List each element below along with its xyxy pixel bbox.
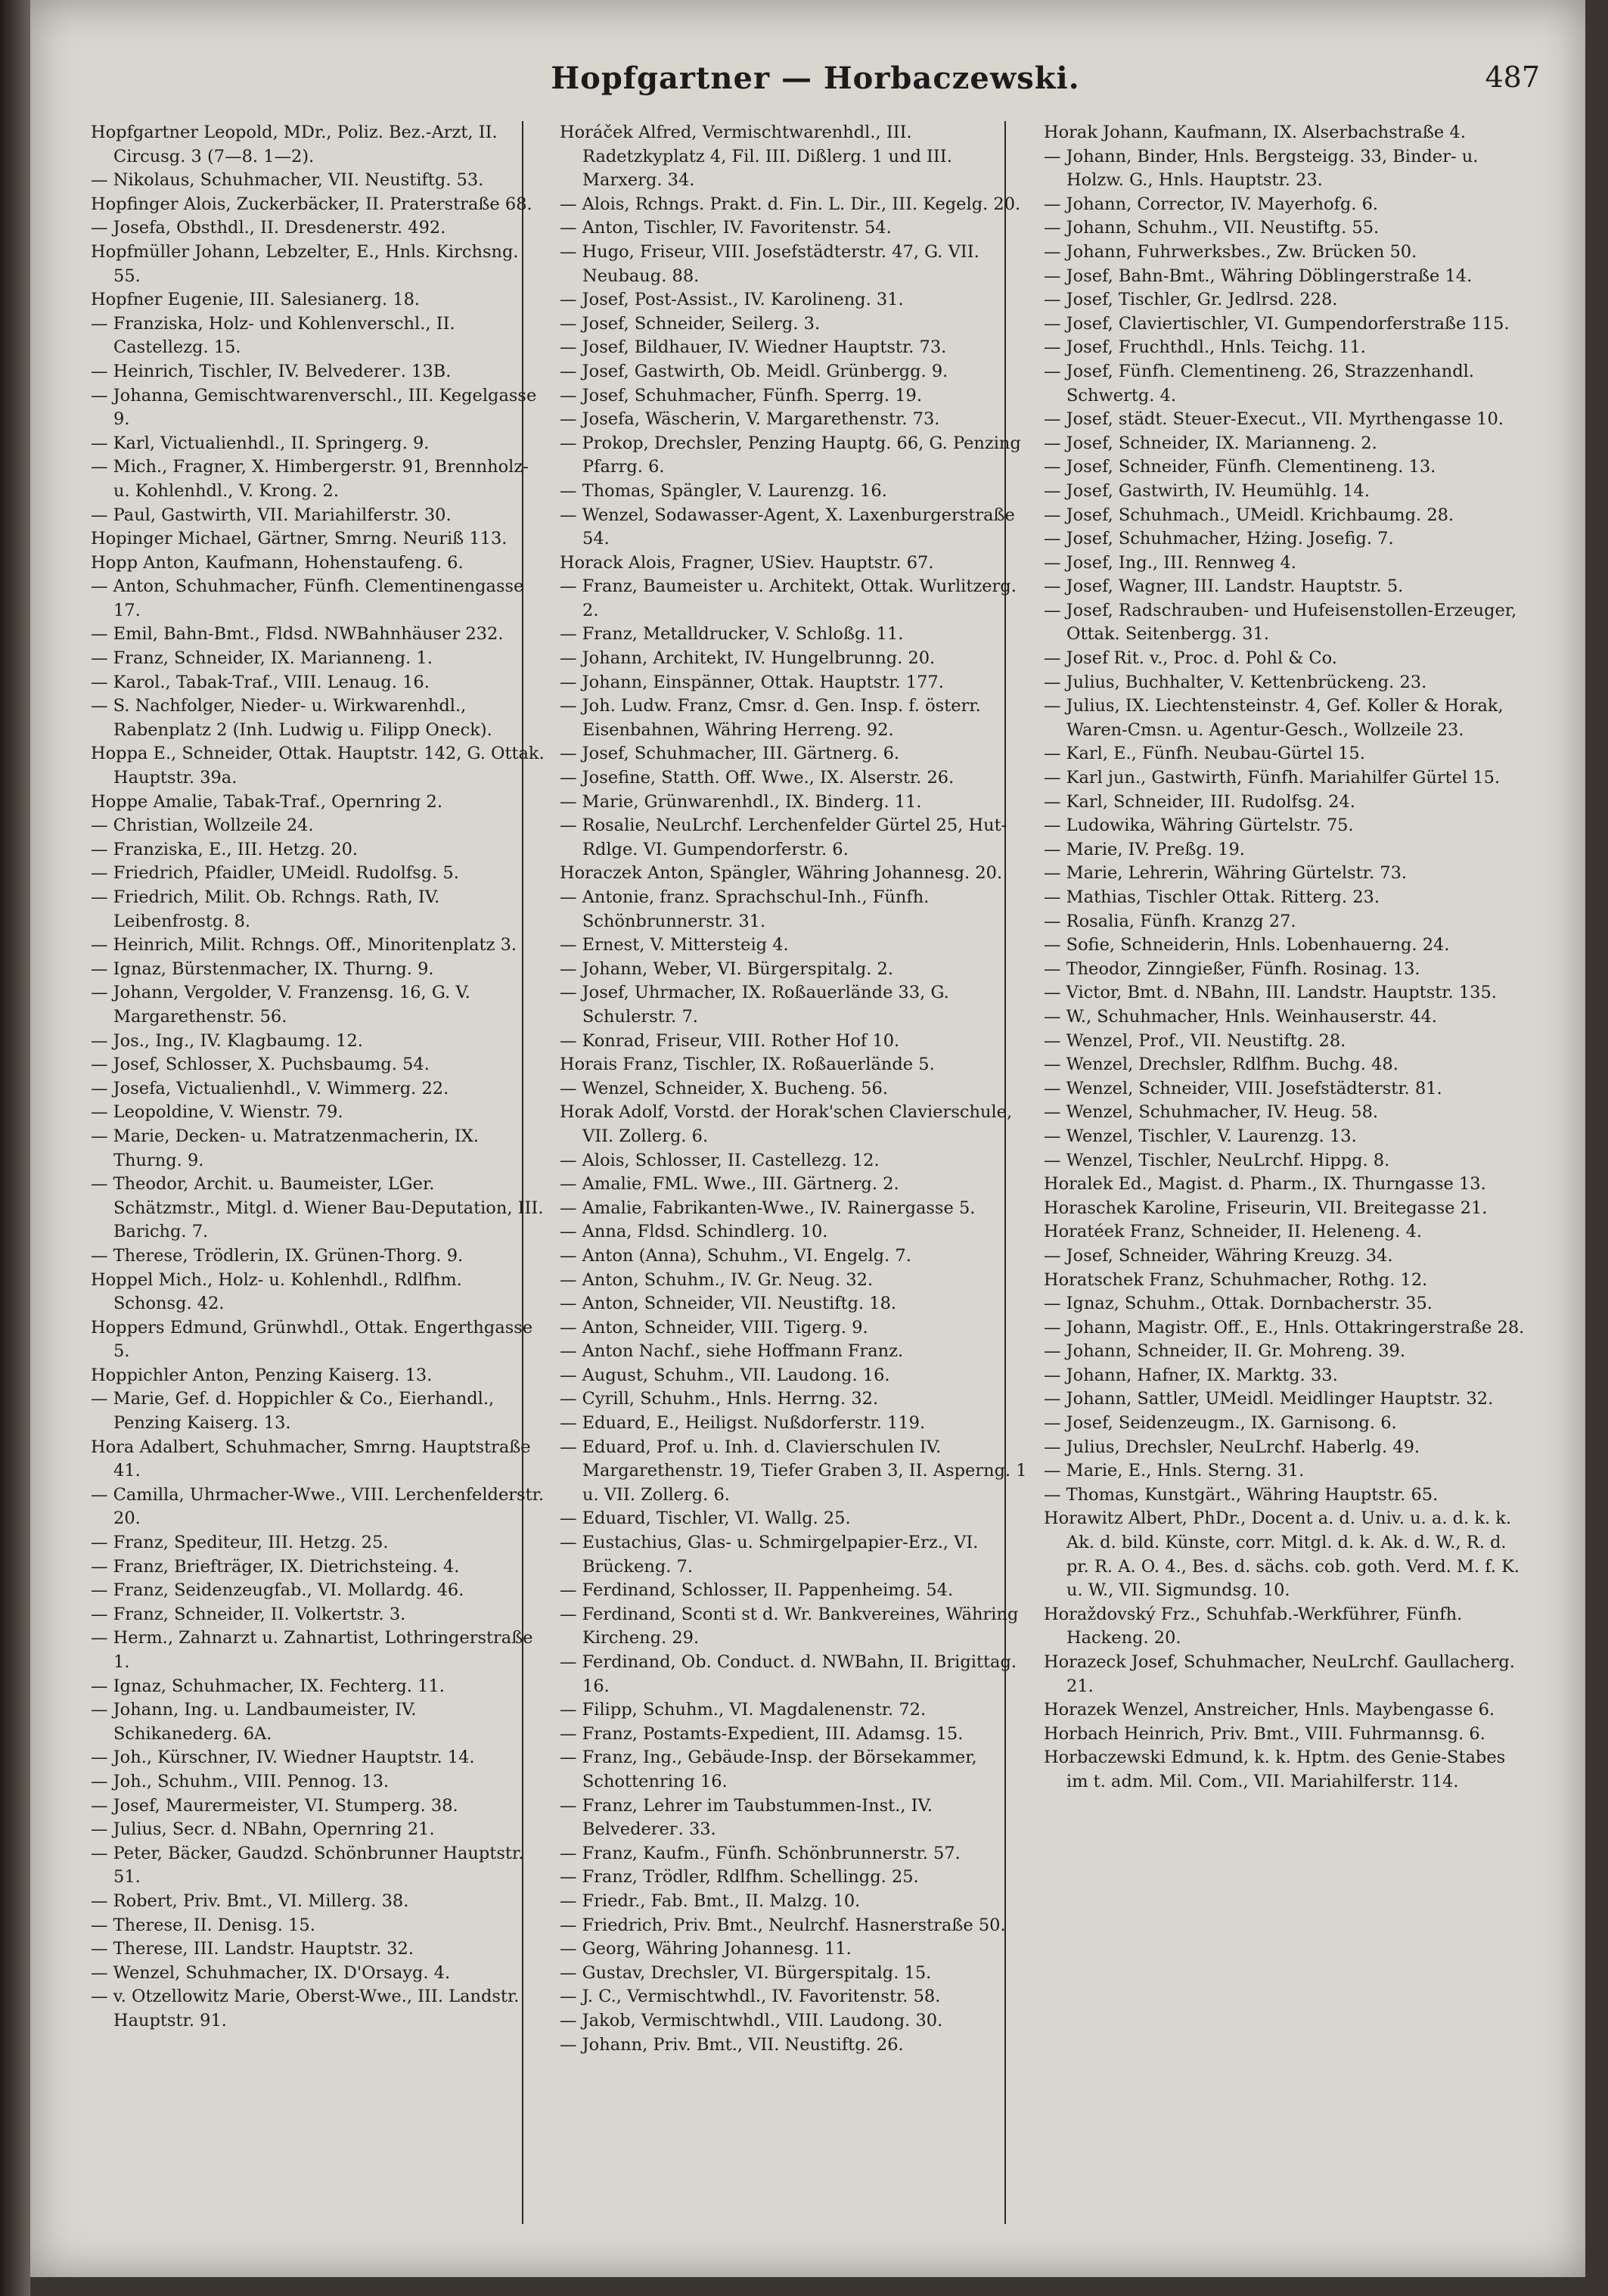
- directory-entry: — Mich., Fragner, X. Himbergerstr. 91, Brennholz- u. Kohlenhdl., V. Krong. 2.: [91, 457, 529, 501]
- directory-entry: — Karl jun., Gastwirth, Fünfh. Mariahilfer Gürtel 15.: [1044, 768, 1501, 788]
- running-title: Hopfgartner — Horbaczewski.: [551, 61, 1080, 96]
- directory-entry: — Johann, Binder, Hnls. Bergsteigg. 33, Binder- u. Holzw. G., Hnls. Hauptstr. 23.: [1044, 146, 1479, 191]
- directory-entry: — Ferdinand, Sconti st d. Wr. Bankvereines, Währing Kircheng. 29.: [560, 1604, 1019, 1648]
- directory-entry: — Josef, Schuhmacher, III. Gärtnerg. 6.: [560, 744, 900, 764]
- directory-entry: — Johann, Fuhrwerksbes., Zw. Brücken 50.: [1044, 241, 1417, 262]
- directory-entry: Horak Adolf, Vorstd. der Horak'schen Clavierschule, VII. Zollerg. 6.: [560, 1102, 1013, 1146]
- directory-entry: — Johann, Ing. u. Landbaumeister, IV. Schikanederg. 6A.: [91, 1700, 417, 1744]
- directory-entry: Hoppel Mich., Holz- u. Kohlenhdl., Rdlfhm. Schonsg. 42.: [91, 1269, 462, 1314]
- directory-entry: — Josef, Schlosser, X. Puchsbaumg. 54.: [91, 1055, 430, 1075]
- directory-entry: — Ignaz, Bürstenmacher, IX. Thurng. 9.: [91, 958, 434, 979]
- directory-entry: — Johann, Einspänner, Ottak. Hauptstr. 177.: [560, 672, 944, 692]
- directory-entry: — Karl, Victualienhdl., II. Springerg. 9.: [91, 433, 430, 453]
- directory-entry: — Josef, Post-Assist., IV. Karolineng. 31.: [560, 290, 904, 310]
- column-3: [1044, 121, 1528, 2239]
- directory-entry: — Therese, III. Landstr. Hauptstr. 32.: [91, 1939, 414, 1959]
- directory-entry: — Josef, Radschrauben- und Hufeisenstollen-Erzeuger, Ottak. Seitenbergg. 31.: [1044, 600, 1517, 645]
- directory-entry: — Franz, Briefträger, IX. Dietrichsteing. 4.: [91, 1556, 460, 1577]
- directory-entry: — Friedrich, Milit. Ob. Rchngs. Rath, IV. Leibenfrostg. 8.: [91, 887, 440, 931]
- directory-entry: — Karl, E., Fünfh. Neubau-Gürtel 15.: [1044, 744, 1365, 764]
- directory-entry: — Franziska, Holz- und Kohlenverschl., II. Castellezg. 15.: [91, 313, 455, 358]
- directory-entry: Horawitz Albert, PhDr., Docent a. d. Univ. u. a. d. k. k. Ak. d. bild. Künste, corr. Mitgl. d. k. Ak. d. W., R. d. pr. R. A. O. 4., Bes. d. sächs. cob. goth. Verd. M. f. K. u. W., VII. Sigmundsg. 10.: [1044, 1508, 1520, 1601]
- directory-entry: — Ernest, V. Mittersteig 4.: [560, 935, 789, 955]
- directory-entry: Horazeck Josef, Schuhmacher, NeuLrchf. Gaullacherg. 21.: [1044, 1652, 1515, 1696]
- directory-entry: — Alois, Rchngs. Prakt. d. Fin. L. Dir., III. Kegelg. 20.: [560, 194, 1021, 214]
- directory-entry: — Josef, Claviertischler, VI. Gumpendorferstraße 115.: [1044, 313, 1510, 334]
- directory-entry: — Peter, Bäcker, Gaudzd. Schönbrunner Hauptstr. 51.: [91, 1843, 524, 1887]
- column-2: [560, 121, 1029, 2239]
- directory-entry: Hopfmüller Johann, Lebzelter, E., Hnls. Kirchsng. 55.: [91, 241, 519, 286]
- directory-entry: Hoppers Edmund, Grünwhdl., Ottak. Engerthgasse 5.: [91, 1317, 533, 1362]
- directory-entry: Horalek Ed., Magist. d. Pharm., IX. Thurngasse 13.: [1044, 1174, 1486, 1195]
- directory-entry: — Anton Nachf., siehe Hoffmann Franz.: [560, 1341, 904, 1362]
- directory-entry: — Ignaz, Schuhm., Ottak. Dornbacherstr. 35.: [1044, 1294, 1433, 1314]
- directory-entry: — Heinrich, Tischler, IV. Belvederег. 13B.: [91, 361, 452, 381]
- directory-entry: — Franz, Ing., Gebäude-Insp. der Börsekammer, Schottenring 16.: [560, 1748, 977, 1791]
- directory-entry: — Joh., Schuhm., VIII. Pennog. 13.: [91, 1771, 390, 1791]
- directory-entry: — Josef, Fünfh. Clementineng. 26, Strazzenhandl. Schwertg. 4.: [1044, 361, 1474, 405]
- directory-entry: — Franz, Baumeister u. Architekt, Ottak. Wurlitzerg. 2.: [560, 576, 1017, 620]
- directory-entry: — Amalie, Fabrikanten-Wwe., IV. Rainergasse 5.: [560, 1198, 976, 1218]
- directory-entry: — Franz, Schneider, II. Volkertstr. 3.: [91, 1604, 406, 1624]
- directory-entry: — Heinrich, Milit. Rchngs. Off., Minoritenplatz 3.: [91, 935, 517, 955]
- directory-entry: — Theodor, Archit. u. Baumeister, LGer. Schätzmstr., Mitgl. d. Wiener Bau-Deputation, III. Barichg. 7.: [91, 1174, 544, 1242]
- directory-entry: — Franz, Postamts-Expedient, III. Adamsg. 15.: [560, 1723, 964, 1744]
- directory-entry: Horatéek Franz, Schneider, II. Heleneng. 4.: [1044, 1222, 1423, 1242]
- directory-entry: — Josef, Schneider, Seilerg. 3.: [560, 313, 821, 334]
- directory-entry: Horak Johann, Kaufmann, IX. Alserbachstraße 4.: [1044, 123, 1466, 142]
- directory-entry: — Franz, Lehrer im Taubstummen-Inst., IV. Belvederег. 33.: [560, 1795, 933, 1840]
- directory-entry: — Marie, Decken- u. Matratzenmacherin, IX. Thurng. 9.: [91, 1126, 479, 1170]
- directory-entry: — Theodor, Zinngießer, Fünfh. Rosinag. 13.: [1044, 958, 1420, 979]
- directory-entry: — Franziska, E., III. Hetzg. 20.: [91, 839, 359, 859]
- directory-entry: Horatschek Franz, Schuhmacher, Rothg. 12.: [1044, 1269, 1428, 1290]
- directory-entry: — Cyrill, Schuhm., Hnls. Herrng. 32.: [560, 1389, 879, 1409]
- directory-entry: — Konrad, Friseur, VIII. Rother Hof 10.: [560, 1030, 900, 1051]
- directory-entry: — Johann, Corrector, IV. Mayerhofg. 6.: [1044, 194, 1379, 214]
- directory-entry: — Anton (Anna), Schuhm., VI. Engelg. 7.: [560, 1245, 911, 1266]
- book-spine: [0, 0, 30, 2296]
- directory-entry: — Prokop, Drechsler, Penzing Hauptg. 66, G. Penzing Pfarrg. 6.: [560, 433, 1021, 477]
- directory-entry: — Amalie, FML. Wwe., III. Gärtnerg. 2.: [560, 1174, 899, 1195]
- directory-entry: — Josef Rit. v., Proc. d. Pohl & Co.: [1044, 648, 1337, 669]
- directory-entry: — Georg, Währing Johannesg. 11.: [560, 1939, 852, 1959]
- directory-entry: — Franz, Spediteur, III. Hetzg. 25.: [91, 1533, 389, 1553]
- directory-entry: — Josef, Schneider, Währing Kreuzg. 34.: [1044, 1245, 1393, 1266]
- directory-entry: — Jos., Ing., IV. Klagbaumg. 12.: [91, 1030, 363, 1051]
- directory-entry: — Josefa, Victualienhdl., V. Wimmerg. 22.: [91, 1078, 449, 1098]
- directory-entry: — Rosalie, NeuLrchf. Lerchenfelder Gürtel 25, Hut-Rdlge. VI. Gumpendorferstr. 6.: [560, 816, 1007, 859]
- directory-entry: — Josefa, Obsthdl., II. Dresdenerstr. 492.: [91, 218, 446, 238]
- directory-entry: — Josef, Uhrmacher, IX. Roßauerlände 33, G. Schulerstr. 7.: [560, 983, 949, 1027]
- directory-entry: Horaždovský Frz., Schuhfab.-Werkführer, Fünfh. Hackeng. 20.: [1044, 1604, 1463, 1648]
- directory-entry: — Josef, Schneider, Fünfh. Clementineng. 13.: [1044, 457, 1436, 477]
- directory-entry: — Camilla, Uhrmacher-Wwe., VIII. Lerchenfelderstr. 20.: [91, 1484, 545, 1529]
- directory-entry: — Marie, IV. Preßg. 19.: [1044, 839, 1245, 859]
- directory-entry: — Antonie, franz. Sprachschul-Inh., Fünfh. Schönbrunnerstr. 31.: [560, 887, 930, 931]
- directory-entry: — Marie, Gef. d. Hoppichler & Co., Eierhandl., Penzing Kaiserg. 13.: [91, 1389, 495, 1434]
- directory-entry: — Nikolaus, Schuhmacher, VII. Neustiftg. 53.: [91, 170, 484, 191]
- directory-entry: — Josefa, Wäscherin, V. Margarethenstr. 73.: [560, 409, 940, 430]
- directory-entry: — Josef, Wagner, III. Landstr. Hauptstr. 5.: [1044, 576, 1404, 597]
- directory-entry: — Wenzel, Schuhmacher, IX. D'Orsayg. 4.: [91, 1962, 451, 1983]
- directory-entry: Horaczek Anton, Spängler, Währing Johannesg. 20.: [560, 863, 1003, 884]
- directory-entry: — Johann, Vergolder, V. Franzensg. 16, G. V. Margarethenstr. 56.: [91, 983, 470, 1027]
- directory-entry: — Thomas, Spängler, V. Laurenzg. 16.: [560, 480, 887, 501]
- directory-entry: — Victor, Bmt. d. NBahn, III. Landstr. Hauptstr. 135.: [1044, 983, 1497, 1003]
- directory-entry: — Josef, Seidenzeugm., IX. Garnisong. 6.: [1044, 1413, 1397, 1434]
- directory-entry: — Anna, Fldsd. Schindlerg. 10.: [560, 1222, 828, 1242]
- directory-entry: — Wenzel, Schuhmacher, IV. Heug. 58.: [1044, 1102, 1379, 1123]
- directory-entry: — Wenzel, Prof., VII. Neustiftg. 28.: [1044, 1030, 1346, 1051]
- directory-entry: — Anton, Tischler, IV. Favoritenstr. 54.: [560, 218, 892, 238]
- directory-entry: — Julius, IX. Liechtensteinstr. 4, Gef. Koller & Horak, Waren-Cmsn. u. Agentur-Gesch., Wollzeile 23.: [1044, 696, 1504, 740]
- directory-entry: — Eduard, Prof. u. Inh. d. Clavierschulen IV. Margarethenstr. 19, Tiefer Graben 3, II. Asperng. 1 u. VII. Zollerg. 6.: [560, 1437, 1027, 1505]
- directory-entry: Horaschek Karoline, Friseurin, VII. Breitegasse 21.: [1044, 1198, 1488, 1218]
- directory-entry: — Franz, Metalldrucker, V. Schloßg. 11.: [560, 624, 904, 645]
- directory-entry: — Josef, Maurermeister, VI. Stumperg. 38.: [91, 1795, 458, 1816]
- directory-entry: — Franz, Schneider, IX. Marianneng. 1.: [91, 648, 433, 669]
- directory-entry: — Johanna, Gemischtwarenverschl., III. Kegelgasse 9.: [91, 385, 537, 430]
- directory-entry: — Wenzel, Tischler, V. Laurenzg. 13.: [1044, 1126, 1357, 1146]
- directory-entry: Hora Adalbert, Schuhmacher, Smrng. Hauptstraße 41.: [91, 1437, 531, 1481]
- directory-entry: — Rosalia, Fünfh. Kranzg 27.: [1044, 911, 1296, 931]
- directory-entry: — Josef, Ing., III. Rennweg 4.: [1044, 552, 1296, 573]
- directory-entry: — v. Otzellowitz Marie, Oberst-Wwe., III. Landstr. Hauptstr. 91.: [91, 1987, 520, 2030]
- directory-entry: Horais Franz, Tischler, IX. Roßauerlände 5.: [560, 1055, 935, 1075]
- directory-entry: — Josef, Gastwirth, IV. Heumühlg. 14.: [1044, 480, 1370, 501]
- directory-entry: — Hugo, Friseur, VIII. Josefstädterstr. 47, G. VII. Neubaug. 88.: [560, 241, 979, 286]
- directory-entry: Hopp Anton, Kaufmann, Hohenstaufeng. 6.: [91, 552, 464, 573]
- directory-entry: — W., Schuhmacher, Hnls. Weinhauserstr. 44.: [1044, 1006, 1437, 1027]
- directory-entry: — Christian, Wollzeile 24.: [91, 816, 314, 836]
- directory-entry: — Anton, Schneider, VIII. Tigerg. 9.: [560, 1317, 868, 1338]
- directory-entry: — Joh., Kürschner, IV. Wiedner Hauptstr. 14.: [91, 1748, 475, 1768]
- directory-entry: — Josef, Bahn-Bmt., Währing Döblingerstraße 14.: [1044, 266, 1473, 286]
- directory-entry: — Ignaz, Schuhmacher, IX. Fechterg. 11.: [91, 1676, 445, 1696]
- directory-entry: — Leopoldine, V. Wienstr. 79.: [91, 1102, 343, 1123]
- directory-entry: — Josef, Schuhmacher, Fünfh. Sperrg. 19.: [560, 385, 922, 405]
- directory-entry: — Franz, Seidenzeugfab., VI. Mollardg. 46.: [91, 1580, 464, 1601]
- directory-entry: — Sofie, Schneiderin, Hnls. Lobenhauerng. 24.: [1044, 935, 1450, 955]
- directory-entry: — Joh. Ludw. Franz, Cmsr. d. Gen. Insp. f. österr. Eisenbahnen, Währing Herreng. 92.: [560, 696, 981, 740]
- directory-entry: — Eduard, Tischler, VI. Wallg. 25.: [560, 1508, 851, 1529]
- directory-entry: Horáček Alfred, Vermischtwarenhdl., III. Radetzkyplatz 4, Fil. III. Dißlerg. 1 und III. Marxerg. 34.: [560, 123, 952, 191]
- directory-entry: Hoppe Amalie, Tabak-Traf., Opernring 2.: [91, 791, 443, 812]
- directory-entry: Horbach Heinrich, Priv. Bmt., VIII. Fuhrmannsg. 6.: [1044, 1723, 1485, 1744]
- directory-entry: — Josefine, Statth. Off. Wwe., IX. Alserstr. 26.: [560, 768, 955, 788]
- directory-entry: Horazek Wenzel, Anstreicher, Hnls. Maybengasse 6.: [1044, 1700, 1495, 1720]
- directory-entry: — Johann, Schneider, II. Gr. Mohreng. 39.: [1044, 1341, 1405, 1362]
- directory-entry: Horack Alois, Fragner, USiev. Hauptstr. 67.: [560, 552, 934, 573]
- directory-entry: Horbaczewski Edmund, k. k. Hptm. des Genie-Stabes im t. adm. Mil. Com., VII. Mariahilferstr. 114.: [1044, 1748, 1506, 1791]
- directory-entry: Hoppa E., Schneider, Ottak. Hauptstr. 142, G. Ottak. Hauptstr. 39a.: [91, 744, 545, 788]
- directory-entry: Hopfinger Alois, Zuckerbäcker, II. Praterstraße 68.: [91, 194, 532, 214]
- directory-entry: — Gustav, Drechsler, VI. Bürgerspitalg. 15.: [560, 1962, 932, 1983]
- directory-entry: — Josef, Tischler, Gr. Jedlrsd. 228.: [1044, 290, 1338, 310]
- directory-entry: — Johann, Weber, VI. Bürgerspitalg. 2.: [560, 958, 893, 979]
- directory-entry: — Friedr., Fab. Bmt., II. Malzg. 10.: [560, 1891, 861, 1911]
- directory-entry: — Josef, städt. Steuer-Execut., VII. Myrthengasse 10.: [1044, 409, 1504, 430]
- directory-entry: Hopinger Michael, Gärtner, Smrng. Neuriß 113.: [91, 529, 508, 549]
- directory-entry: — Marie, Grünwarenhdl., IX. Binderg. 11.: [560, 791, 922, 812]
- column-1: [91, 121, 545, 2239]
- directory-entry: — Josef, Schuhmach., UMeidl. Krichbaumg. 28.: [1044, 505, 1454, 525]
- directory-entry: — Franz, Trödler, Rdlfhm. Schellingg. 25.: [560, 1867, 919, 1887]
- directory-entry: Hopfner Eugenie, III. Salesianerg. 18.: [91, 290, 421, 310]
- directory-entry: — Johann, Priv. Bmt., VII. Neustiftg. 26.: [560, 2034, 904, 2055]
- directory-entry: — Franz, Kaufm., Fünfh. Schönbrunnerstr. 57.: [560, 1843, 961, 1863]
- directory-entry: — Johann, Magistr. Off., E., Hnls. Ottakringerstraße 28.: [1044, 1317, 1525, 1338]
- directory-entry: — Johann, Sattler, UMeidl. Meidlinger Hauptstr. 32.: [1044, 1389, 1494, 1409]
- directory-entry: — Paul, Gastwirth, VII. Mariahilferstr. 30.: [91, 505, 452, 525]
- directory-entry: — Josef, Schuhmacher, Hżing. Josefig. 7.: [1044, 529, 1394, 549]
- directory-entry: — Ferdinand, Schlosser, II. Pappenheimg. 54.: [560, 1580, 954, 1601]
- directory-entry: Hoppichler Anton, Penzing Kaiserg. 13.: [91, 1365, 433, 1385]
- directory-entry: Hopfgartner Leopold, MDr., Poliz. Bez.-Arzt, II. Circusg. 3 (7—8. 1—2).: [91, 123, 498, 166]
- page-number: 487: [1485, 61, 1540, 94]
- directory-entry: — Therese, Trödlerin, IX. Grünen-Thorg. 9.: [91, 1245, 464, 1266]
- directory-entry: — Marie, Lehrerin, Währing Gürtelstr. 73.: [1044, 863, 1408, 884]
- directory-entry: — Wenzel, Schneider, X. Bucheng. 56.: [560, 1078, 888, 1098]
- directory-entry: — Friedrich, Pfaidler, UMeidl. Rudolfsg. 5.: [91, 863, 459, 884]
- directory-entry: — Julius, Buchhalter, V. Kettenbrückeng. 23.: [1044, 672, 1427, 692]
- directory-entry: — Johann, Hafner, IX. Marktg. 33.: [1044, 1365, 1338, 1385]
- directory-entry: — Wenzel, Sodawasser-Agent, X. Laxenburgerstraße 54.: [560, 505, 1015, 549]
- directory-entry: — Anton, Schuhm., IV. Gr. Neug. 32.: [560, 1269, 874, 1290]
- directory-entry: — August, Schuhm., VII. Laudong. 16.: [560, 1365, 890, 1385]
- directory-entry: — Alois, Schlosser, II. Castellezg. 12.: [560, 1150, 880, 1170]
- directory-entry: — Emil, Bahn-Bmt., Fldsd. NWBahnhäuser 232.: [91, 624, 504, 645]
- directory-entry: — Thomas, Kunstgärt., Währing Hauptstr. 65.: [1044, 1484, 1439, 1505]
- directory-entry: — Karl, Schneider, III. Rudolfsg. 24.: [1044, 791, 1355, 812]
- directory-entry: — S. Nachfolger, Nieder- u. Wirkwarenhdl., Rabenplatz 2 (Inh. Ludwig u. Filipp Oneck).: [91, 696, 492, 740]
- directory-entry: — Wenzel, Schneider, VIII. Josefstädterstr. 81.: [1044, 1078, 1442, 1098]
- directory-entry: — Robert, Priv. Bmt., VI. Millerg. 38.: [91, 1891, 409, 1911]
- directory-entry: — Ferdinand, Ob. Conduct. d. NWBahn, II. Brigittag. 16.: [560, 1652, 1017, 1696]
- directory-entry: — Friedrich, Priv. Bmt., Neulrchf. Hasnerstraße 50.: [560, 1915, 1006, 1935]
- directory-entry: — J. C., Vermischtwhdl., IV. Favoritenstr. 58.: [560, 1987, 941, 2007]
- directory-entry: — Jakob, Vermischtwhdl., VIII. Laudong. 30.: [560, 2010, 943, 2030]
- page-header: [91, 61, 1540, 113]
- directory-entry: — Herm., Zahnarzt u. Zahnartist, Lothringerstraße 1.: [91, 1628, 533, 1672]
- directory-entry: — Ludowika, Währing Gürtelstr. 75.: [1044, 816, 1354, 836]
- directory-entry: — Julius, Drechsler, NeuLrchf. Haberlg. 49.: [1044, 1437, 1420, 1457]
- directory-entry: — Julius, Secr. d. NBahn, Opernring 21.: [91, 1819, 435, 1840]
- directory-entry: — Eduard, E., Heiligst. Nußdorferstr. 119.: [560, 1413, 926, 1434]
- directory-entry: — Johann, Schuhm., VII. Neustiftg. 55.: [1044, 218, 1380, 238]
- directory-entry: — Josef, Gastwirth, Ob. Meidl. Grünbergg. 9.: [560, 361, 948, 381]
- directory-entry: — Mathias, Tischler Ottak. Ritterg. 23.: [1044, 887, 1380, 907]
- directory-entry: — Anton, Schneider, VII. Neustiftg. 18.: [560, 1294, 897, 1314]
- directory-entry: — Karol., Tabak-Traf., VIII. Lenaug. 16.: [91, 672, 430, 692]
- directory-entry: — Josef, Bildhauer, IV. Wiedner Hauptstr. 73.: [560, 337, 947, 358]
- directory-columns: [91, 121, 1528, 2239]
- directory-entry: — Marie, E., Hnls. Sterng. 31.: [1044, 1461, 1305, 1481]
- directory-entry: — Filipp, Schuhm., VI. Magdalenenstr. 72.: [560, 1700, 927, 1720]
- directory-entry: — Johann, Architekt, IV. Hungelbrunng. 20.: [560, 648, 936, 669]
- directory-entry: — Therese, II. Denisg. 15.: [91, 1915, 315, 1935]
- directory-entry: — Anton, Schuhmacher, Fünfh. Clementinengasse 17.: [91, 576, 524, 620]
- directory-entry: — Josef, Fruchthdl., Hnls. Teichg. 11.: [1044, 337, 1366, 358]
- directory-entry: — Eustachius, Glas- u. Schmirgelpapier-Erz., VI. Brückeng. 7.: [560, 1533, 979, 1577]
- directory-entry: — Josef, Schneider, IX. Marianneng. 2.: [1044, 433, 1377, 453]
- directory-entry: — Wenzel, Drechsler, Rdlfhm. Buchg. 48.: [1044, 1055, 1398, 1075]
- directory-entry: — Wenzel, Tischler, NeuLrchf. Hippg. 8.: [1044, 1150, 1390, 1170]
